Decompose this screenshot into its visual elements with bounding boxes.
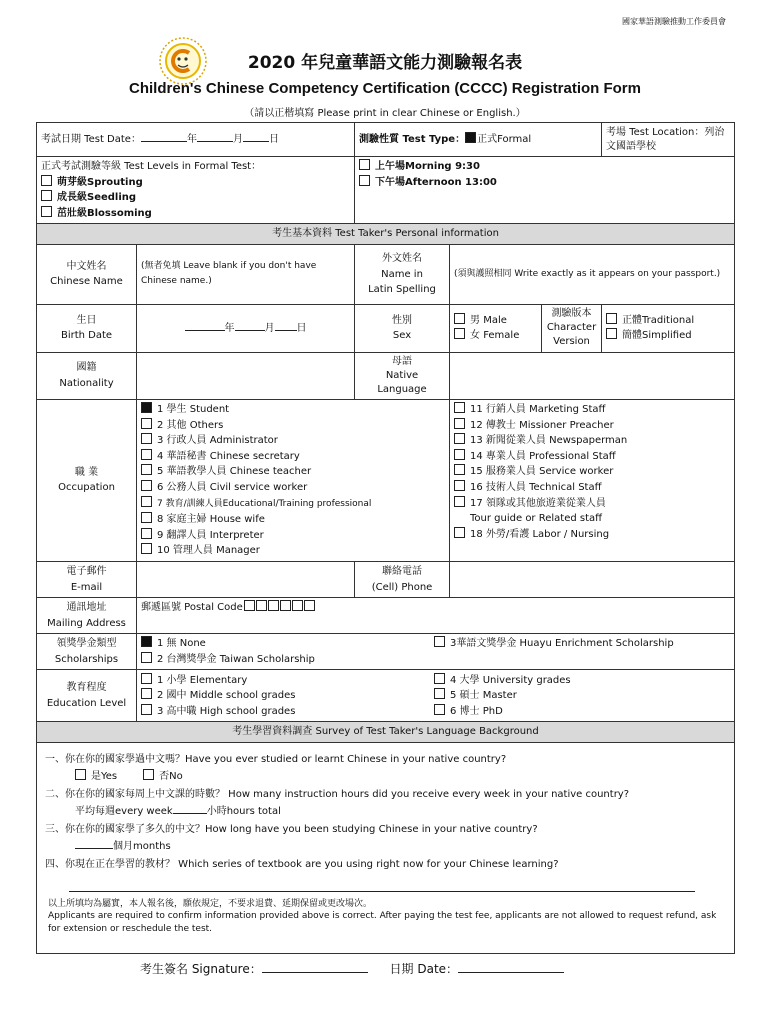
- occupation-option[interactable]: 14 專業人員 Professional Staff: [454, 449, 730, 465]
- registration-form: [36, 122, 735, 954]
- nationality-label: 國籍 Nationality: [37, 352, 137, 399]
- scholarship-label: 領獎學金類型 Scholarships: [37, 634, 137, 670]
- version-traditional[interactable]: 正體Traditional: [606, 313, 730, 329]
- chinese-name-label: 中文姓名 Chinese Name: [37, 244, 137, 304]
- scholarship-taiwan[interactable]: 2 台灣獎學金 Taiwan Scholarship: [141, 652, 434, 668]
- education-label: 教育程度 Education Level: [37, 670, 137, 722]
- scholarship-none[interactable]: 1 無 None: [141, 636, 434, 652]
- email-field[interactable]: [137, 561, 355, 597]
- print-note: （請以正楷填寫 Please print in clear Chinese or English.）: [244, 108, 526, 119]
- birth-date-field[interactable]: 年 月 日: [137, 304, 355, 352]
- occupation-option[interactable]: 9 翻譯人員 Interpreter: [141, 528, 445, 544]
- native-language-field[interactable]: [450, 352, 735, 399]
- occupation-label: 職 業 Occupation: [37, 399, 137, 561]
- level-seedling[interactable]: 成長級Seedling: [41, 190, 350, 206]
- latin-name-label: 外文姓名 Name in Latin Spelling: [355, 244, 450, 304]
- occupation-option[interactable]: 12 傳教士 Missioner Preacher: [454, 418, 730, 434]
- education-option[interactable]: 4 大學 University grades: [434, 673, 571, 689]
- sex-male[interactable]: 男 Male: [454, 313, 537, 329]
- section-survey: 考生學習資料調查 Survey of Test Taker's Language Background: [37, 722, 735, 743]
- education-option[interactable]: 1 小學 Elementary: [141, 673, 434, 689]
- occupation-option[interactable]: 16 技術人員 Technical Staff: [454, 480, 730, 496]
- occupation-option[interactable]: 13 新聞從業人員 Newspaperman: [454, 433, 730, 449]
- occupation-option[interactable]: 1 學生 Student: [141, 402, 445, 418]
- latin-name-field[interactable]: (須與護照相同 Write exactly as it appears on your passport.): [450, 244, 735, 304]
- education-option[interactable]: 2 國中 Middle school grades: [141, 688, 434, 704]
- sex-label: 性別 Sex: [355, 304, 450, 352]
- occupation-option[interactable]: 8 家庭主婦 House wife: [141, 512, 445, 528]
- occupation-option[interactable]: 17 領隊或其他旅遊業從業人員: [454, 496, 730, 512]
- test-location: 考場 Test Location：列治文國語學校: [602, 123, 735, 157]
- postal-code-boxes[interactable]: [243, 602, 315, 613]
- footer-english: Applicants are required to confirm information provided above is correct. After paying the test fee, applicants are not allowed to request refund, ask for extension or reschedule the test.: [48, 911, 717, 934]
- footer-chinese: 以上所填均為屬實，本人報名後，願依規定，不要求退費、延期保留或更改場次。: [48, 899, 373, 909]
- q1-no[interactable]: 否No: [143, 771, 183, 782]
- title-chinese: 2020 年兒童華語文能力測驗報名表: [247, 53, 523, 73]
- level-sprouting[interactable]: 萌芽級Sprouting: [41, 175, 350, 191]
- version-simplified[interactable]: 簡體Simplified: [606, 328, 730, 344]
- formal-checkbox[interactable]: [465, 132, 476, 143]
- session-afternoon[interactable]: 下午場Afternoon 13:00: [359, 175, 730, 191]
- scholarship-options: [137, 634, 735, 670]
- survey-q1: 一、你在你的國家學過中文嗎？Have you ever studied or learnt Chinese in your native country?: [45, 754, 507, 766]
- survey-q4-answer-line[interactable]: [69, 879, 695, 892]
- character-version-options: [602, 304, 735, 352]
- phone-label: 聯絡電話 (Cell) Phone: [355, 561, 450, 597]
- test-type-field: 測驗性質 Test Type： 正式Formal: [355, 123, 602, 157]
- occupation-options-right: [450, 399, 735, 561]
- survey-q3-answer[interactable]: 個月months: [45, 838, 726, 855]
- occupation-option[interactable]: 18 外勞/看護 Labor / Nursing: [454, 527, 730, 543]
- test-date-field[interactable]: 考試日期 Test Date： 年 月 日: [37, 123, 355, 157]
- q1-yes[interactable]: 是Yes: [75, 771, 117, 782]
- occupation-option[interactable]: 3 行政人員 Administrator: [141, 433, 445, 449]
- birth-date-label: 生日 Birth Date: [37, 304, 137, 352]
- education-options: [137, 670, 735, 722]
- title-english: Children's Chinese Competency Certification (CCCC) Registration Form: [129, 80, 641, 97]
- education-option[interactable]: 3 高中職 High school grades: [141, 704, 434, 720]
- occupation-options-left: [137, 399, 450, 561]
- occupation-option[interactable]: 5 華語教學人員 Chinese teacher: [141, 464, 445, 480]
- section-personal-info: 考生基本資料 Test Taker's Personal information: [37, 224, 735, 245]
- address-label: 通訊地址 Mailing Address: [37, 598, 137, 634]
- signature-field[interactable]: [262, 972, 368, 973]
- level-blossoming[interactable]: 茁壯級Blossoming: [41, 206, 350, 222]
- education-option[interactable]: 5 碩士 Master: [434, 688, 571, 704]
- survey-q3: 三、你在你的國家學了多久的中文？How long have you been studying Chinese in your native country?: [45, 823, 538, 835]
- sex-female[interactable]: 女 Female: [454, 328, 537, 344]
- occupation-option[interactable]: 10 管理人員 Manager: [141, 543, 445, 559]
- survey-q2-answer[interactable]: 平均每週every week 小時hours total: [75, 806, 281, 818]
- phone-field[interactable]: [450, 561, 735, 597]
- survey-q4: 四、你現在正在學習的教材？ Which series of textbook are you using right now for your Chinese learning?: [45, 858, 559, 870]
- org-name: 國家華語測驗推動工作委員會: [622, 17, 726, 26]
- survey-q2: 二、你在你的國家每周上中文課的時數？ How many instruction hours did you receive every week in your native country?: [45, 788, 630, 800]
- occupation-option[interactable]: 7 教育/訓練人員Educational/Training professional: [141, 496, 445, 513]
- occupation-option[interactable]: 15 服務業人員 Service worker: [454, 464, 730, 480]
- nationality-field[interactable]: [137, 352, 355, 399]
- occupation-option[interactable]: 11 行銷人員 Marketing Staff: [454, 402, 730, 418]
- occupation-option[interactable]: 4 華語秘書 Chinese secretary: [141, 449, 445, 465]
- test-sessions: [355, 157, 735, 224]
- session-morning[interactable]: 上午場Morning 9:30: [359, 159, 730, 175]
- occupation-option-continued: Tour guide or Related staff: [470, 513, 603, 525]
- test-levels: 正式考試測驗等級 Test Levels in Formal Test： 萌芽級Sprouting 成長級Seedling 茁壯級Blossoming: [37, 157, 355, 224]
- survey-q1-answers: [45, 768, 726, 785]
- address-field[interactable]: 郵遞區號 Postal Code: [137, 598, 735, 634]
- signature-row: [140, 960, 582, 977]
- native-language-label: 母語 Native Language: [355, 352, 450, 399]
- occupation-option[interactable]: 6 公務人員 Civil service worker: [141, 480, 445, 496]
- date-label: 日期 Date：: [389, 962, 459, 976]
- character-version-label: 測驗版本 Character Version: [542, 304, 602, 352]
- email-label: 電子郵件 E-mail: [37, 561, 137, 597]
- signature-label: 考生簽名 Signature：: [140, 962, 262, 976]
- sex-options: [450, 304, 542, 352]
- scholarship-huayu[interactable]: 3華語文獎學金 Huayu Enrichment Scholarship: [434, 636, 674, 652]
- education-option[interactable]: 6 博士 PhD: [434, 704, 571, 720]
- occupation-option[interactable]: 2 其他 Others: [141, 418, 445, 434]
- date-field[interactable]: [458, 972, 564, 973]
- chinese-name-field[interactable]: (無者免填 Leave blank if you don't have Chinese name.): [137, 244, 355, 304]
